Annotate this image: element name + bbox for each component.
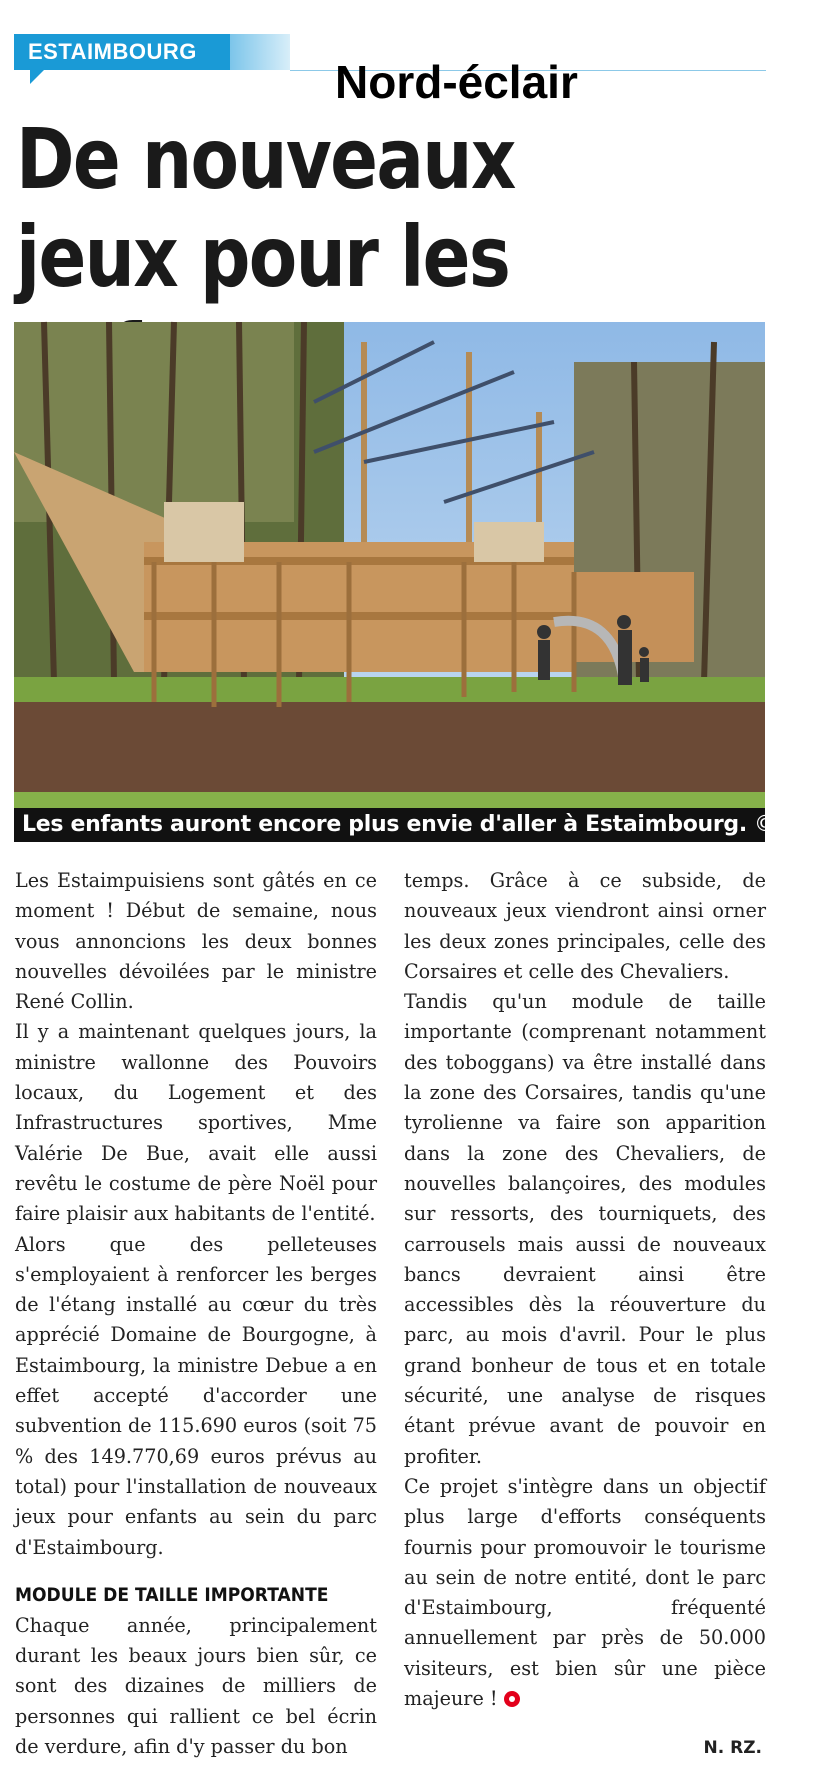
subheading: MODULE DE TAILLE IMPORTANTE bbox=[15, 1583, 329, 1606]
body-column-right bbox=[404, 866, 766, 1714]
section-tag-pointer bbox=[30, 70, 44, 84]
playground-pirate-ship-photo bbox=[14, 322, 765, 812]
section-tag: ESTAIMBOURG bbox=[14, 34, 264, 70]
photo-caption bbox=[14, 808, 835, 842]
photo-credit: © D. R. bbox=[753, 812, 835, 837]
paragraph: Il y a maintenant quelques jours, la ministre wallonne des Pouvoirs locaux, du Logement et des Infrastructures sportives, Mme Valérie De Bue, avait elle aussi revêtu le costume de père Noël pour faire plaisir aux habitants de l'entité. bbox=[15, 1020, 377, 1226]
paragraph-text: Ce projet s'intègre dans un objectif plus large d'efforts conséquents fournis pour promouvoir le tourisme au sein de notre entité, dont le parc d'Estaimbourg, fréquenté annuellement par près de 50.000 visiteurs, est bien sûr une pièce majeure ! bbox=[404, 1474, 766, 1711]
end-mark-icon bbox=[504, 1691, 520, 1707]
caption-text: Les enfants auront encore plus envie d'aller à Estaimbourg. bbox=[22, 812, 747, 837]
byline: N. RZ. bbox=[703, 1738, 762, 1758]
section-tag-tail bbox=[230, 34, 290, 70]
paragraph: Tandis qu'un module de taille importante (comprenant notamment des toboggans) va être installé dans la zone des Corsaires, tandis qu'une tyrolienne va faire son apparition dans la zone des Chevaliers, de nouvelles balançoires, des modules sur ressorts, des tourniquets, des carrousels mais aussi de nouveaux bancs devraient ainsi être accessibles dès la réouverture du parc, au mois d'avril. Pour le plus grand bonheur de tous et en totale sécurité, une analyse de risques étant prévue avant de pouvoir en profiter. bbox=[404, 990, 766, 1468]
paragraph: temps. Grâce à ce subside, de nouveaux jeux viendront ainsi orner les deux zones principales, celle des Corsaires et celle des Chevaliers. bbox=[404, 869, 766, 983]
headline: De nouveaux jeux pour les bbox=[16, 110, 515, 306]
playground-photo bbox=[14, 322, 765, 812]
paragraph: Les Estaimpuisiens sont gâtés en ce moment ! Début de semaine, nous vous annoncions les deux bonnes nouvelles dévoilées par le ministre René Collin. bbox=[15, 869, 377, 1014]
newspaper-name: Nord-éclair bbox=[335, 56, 578, 108]
body-column-left bbox=[15, 866, 377, 1762]
paragraph-final bbox=[404, 1472, 766, 1714]
paragraph: Alors que des pelleteuses s'employaient à renforcer les berges de l'étang installé au cœur du très apprécié Domaine de Bourgogne, à Estaimbourg, la ministre Debue a en effet accepté d'accorder une subvention de 115.690 euros (soit 75 % des 149.770,69 euros prévus au total) pour l'installation de nouveaux jeux pour enfants au sein du parc d'Estaimbourg. bbox=[15, 1232, 377, 1559]
paragraph: Chaque année, principalement durant les beaux jours bien sûr, ce sont des dizaines de milliers de personnes qui rallient ce bel écrin de verdure, afin d'y passer du bon bbox=[15, 1613, 377, 1759]
